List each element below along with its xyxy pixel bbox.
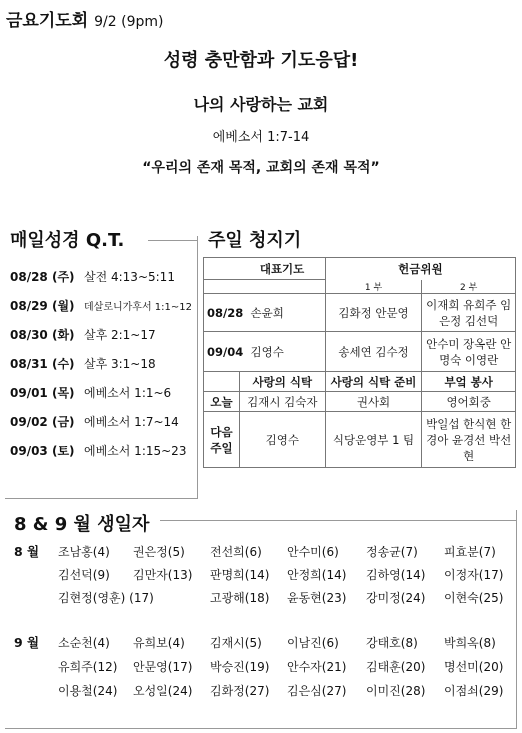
today-label: 오늘 <box>204 392 240 412</box>
title-date: 9/2 (9pm) <box>94 14 164 30</box>
next-label-1: 다음 <box>210 424 233 439</box>
row-second: 이재희 유희주 임은정 김선덕 <box>422 294 516 332</box>
birthday-entry: 강태호(8) <box>366 636 418 650</box>
qt-title: 매일성경 Q.T. <box>10 226 130 252</box>
birthday-entry: 피효분(7) <box>444 545 496 559</box>
qt-passage: 에베소서 1:1~6 <box>84 386 172 400</box>
birthday-entry: 이점쇠(29) <box>444 684 504 698</box>
qt-row <box>10 297 192 314</box>
today-prep: 권사회 <box>325 392 422 412</box>
qt-passage: 에베소서 1:15~23 <box>84 444 187 458</box>
today-meal: 김재시 김숙자 <box>239 392 325 412</box>
next-prep: 식당운영부 1 팀 <box>325 412 422 468</box>
birthday-entry: 김선덕(9) <box>58 568 110 582</box>
birthday-entry: 전선희(6) <box>210 545 262 559</box>
qt-passage: 데살로니가후서 1:1~12 <box>84 302 192 313</box>
qt-row <box>10 268 175 285</box>
birthday-entry: 이용철(24) <box>58 684 118 698</box>
qt-date: 09/02 (금) <box>10 415 75 429</box>
table-row <box>204 294 516 332</box>
birthday-entry: 권은정(5) <box>133 545 185 559</box>
table-row <box>204 332 516 372</box>
birthday-entry: 이현숙(25) <box>444 591 504 605</box>
birthday-entry: 이미진(28) <box>366 684 426 698</box>
qt-row <box>10 442 186 459</box>
birthday-entry: 강미정(24) <box>366 591 426 605</box>
row-first: 송세연 김수정 <box>325 332 422 372</box>
birthday-entry: 소순천(4) <box>58 636 110 650</box>
row-prayer: 손윤희 <box>250 305 284 320</box>
birthday-entry: 김은심(27) <box>287 684 347 698</box>
next-ministry: 박일섭 한식현 한경아 윤경선 박선현 <box>422 412 516 468</box>
birthday-entry: 이남진(6) <box>287 636 339 650</box>
birthday-entry: 유희보(4) <box>133 636 185 650</box>
birthday-entry: 윤동현(23) <box>287 591 347 605</box>
qt-row <box>10 413 179 430</box>
row-prayer: 김영수 <box>250 344 284 359</box>
qt-date: 09/03 (토) <box>10 444 75 458</box>
sermon-quote: “우리의 존재 목적, 교회의 존재 목적” <box>142 160 380 176</box>
meal-header: 사랑의 식탁 <box>239 372 325 392</box>
birthday-entry: 정송균(7) <box>366 545 418 559</box>
row-first: 김화정 안문영 <box>325 294 422 332</box>
sunday-table <box>203 257 516 468</box>
table-row <box>204 412 516 468</box>
qt-date: 08/28 (주) <box>10 270 75 284</box>
birthday-divider <box>160 520 517 521</box>
next-label-2: 주일 <box>210 440 233 455</box>
headline: 성령 충만함과 기도응답! <box>163 50 359 71</box>
birthday-entry: 안문영(17) <box>133 660 193 674</box>
row-date: 09/04 <box>207 344 244 359</box>
birthday-entry: 박승진(19) <box>210 660 270 674</box>
birthday-entry: 김재시(5) <box>210 636 262 650</box>
qt-passage: 살전 4:13~5:11 <box>84 270 175 284</box>
birthday-entry: 김태훈(20) <box>366 660 426 674</box>
birthday-entry: 고광해(18) <box>210 591 270 605</box>
subheadline: 나의 사랑하는 교회 <box>193 95 329 114</box>
qt-passage: 살후 3:1~18 <box>84 357 156 371</box>
birthday-entry: 명선미(20) <box>444 660 504 674</box>
qt-row <box>10 326 156 343</box>
qt-date: 09/01 (목) <box>10 386 75 400</box>
row-date: 08/28 <box>207 305 244 320</box>
row-second: 안수미 장옥란 안명숙 이영란 <box>422 332 516 372</box>
qt-row <box>10 355 156 372</box>
page-title <box>6 6 163 31</box>
birthday-entry: 안정희(14) <box>287 568 347 582</box>
birthday-entry: 안수자(21) <box>287 660 347 674</box>
qt-row <box>10 384 171 401</box>
birthday-entry: 김하영(14) <box>366 568 426 582</box>
birthday-title: 8 & 9 월 생일자 <box>14 510 155 536</box>
table-row <box>204 392 516 412</box>
today-ministry: 영어회중 <box>422 392 516 412</box>
ministry-header: 부엌 봉사 <box>422 372 516 392</box>
birthday-entry: 김만자(13) <box>133 568 193 582</box>
prayer-header: 대표기도 <box>239 258 325 280</box>
birthday-entry: 판명희(14) <box>210 568 270 582</box>
september-label: 9 월 <box>14 635 40 650</box>
prep-header: 사랑의 식탁 준비 <box>325 372 422 392</box>
offering-header: 헌금위원 <box>325 258 515 280</box>
title-text: 금요기도회 <box>6 11 89 31</box>
qt-passage: 에베소서 1:7~14 <box>84 415 179 429</box>
scripture-passage: 에베소서 1:7-14 <box>212 130 310 145</box>
birthday-entry: 오성일(24) <box>133 684 193 698</box>
second-service-label: 2 부 <box>422 280 516 294</box>
qt-date: 08/30 (화) <box>10 328 75 342</box>
august-label: 8 월 <box>14 544 40 559</box>
birthday-entry: 김화정(27) <box>210 684 270 698</box>
birthday-entry: 박희옥(8) <box>444 636 496 650</box>
birthday-entry: 유희주(12) <box>58 660 118 674</box>
birthday-entry: 김현정(영훈) (17) <box>58 591 154 605</box>
qt-date: 08/31 (수) <box>10 357 75 371</box>
birthday-entry: 이정자(17) <box>444 568 504 582</box>
qt-passage: 살후 2:1~17 <box>84 328 156 342</box>
first-service-label: 1 부 <box>325 280 422 294</box>
sunday-title: 주일 청지기 <box>208 230 302 251</box>
birthday-entry: 조남홍(4) <box>58 545 110 559</box>
next-meal: 김영수 <box>239 412 325 468</box>
birthday-entry: 안수미(6) <box>287 545 339 559</box>
qt-date: 08/29 (월) <box>10 299 75 313</box>
qt-divider <box>148 240 198 241</box>
